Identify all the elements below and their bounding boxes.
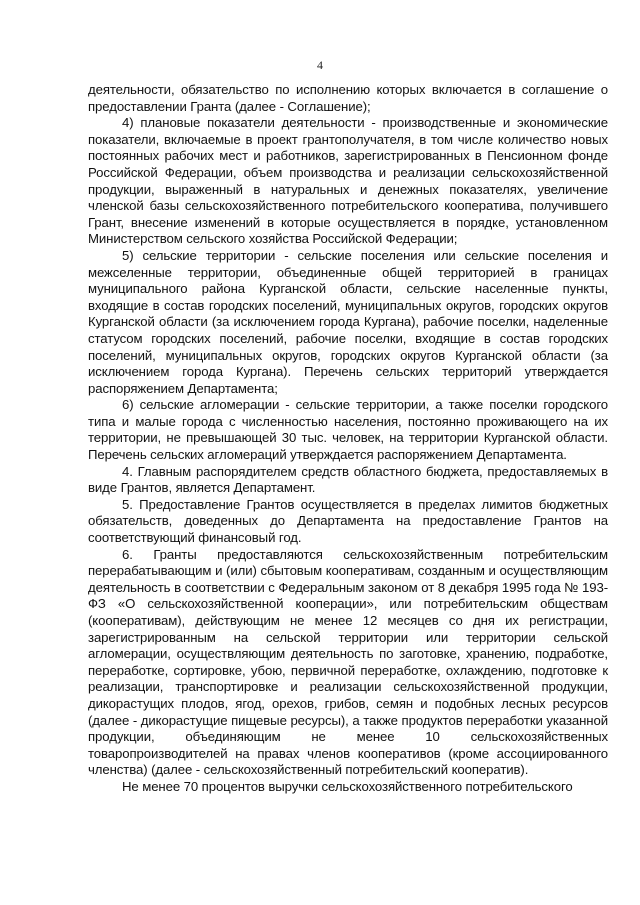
paragraph-continuation: деятельности, обязательство по исполнению которых включается в соглашение о предоставлении Гранта (далее - Соглашение); (88, 82, 608, 114)
paragraph-clause-6: 6. Гранты предоставляются сельскохозяйственным потребительским перерабатывающим и (или) сбытовым кооперативам, созданным и осуществляющим деятельность в соответствии с Федеральным законом от 8 декабря 1995 года № 193-ФЗ «О сельскохозяйственной кооперации», или потребительским обществам (кооперативам), действующим не менее 12 месяцев со дня их регистрации, зарегистрированным на сельской территории или территории сельской агломерации, осуществляющим деятельность по заготовке, хранению, подработке, переработке, сортировке, убою, первичной переработке, охлаждению, подготовке к реализации, транспортировке и реализации сельскохозяйственной продукции, дикорастущих плодов, ягод, орехов, грибов, семян и подобных лесных ресурсов (далее - дикорастущие пищевые ресурсы), а также продуктов переработки указанной продукции, объединяющим не менее 10 сельскохозяйственных товаропроизводителей на правах членов кооперативов (кроме ассоциированного членства) (далее - сельскохозяйственный потребительский кооператив). (88, 546, 608, 778)
paragraph-item-6: 6) сельские агломерации - сельские территории, а также поселки городского типа и малые города с численностью населения, постоянно проживающего на их территории, не превышающей 30 тыс. человек, на территории Курганской области. Перечень сельских агломераций утверждается распоряжением Департамента. (88, 397, 608, 463)
document-body (88, 82, 608, 796)
paragraph-clause-4: 4. Главным распорядителем средств областного бюджета, предоставляемых в виде Грантов, является Департамент. (88, 463, 608, 496)
paragraph-item-4: 4) плановые показатели деятельности - производственные и экономические показатели, включаемые в проект грантополучателя, в том числе количество новых постоянных рабочих мест и работников, зарегистрированных в Пенсионном фонде Российской Федерации, объем производства и реализации сельскохозяйственной продукции, выраженный в натуральных и денежных показателях, увеличение членской базы сельскохозяйственного потребительского кооператива, получившего Грант, внесение изменений в которые осуществляется в порядке, установленном Министерством сельского хозяйства Российской Федерации; (88, 115, 608, 247)
paragraph-clause-5: 5. Предоставление Грантов осуществляется в пределах лимитов бюджетных обязательств, доведенных до Департамента на предоставление Грантов на соответствующий финансовый год. (88, 496, 608, 546)
page-number: 4 (317, 58, 323, 72)
paragraph-item-5: 5) сельские территории - сельские поселения или сельские поселения и межселенные территории, объединенные общей территорией в границах муниципального района Курганской области, сельские населенные пункты, входящие в состав городских поселений, муниципальных округов, городских округов Курганской области (за исключением города Кургана), рабочие поселки, наделенные статусом городских поселений, рабочие поселки, входящие в состав городских поселений, муниципальных округов, городских округов Курганской области (за исключением города Кургана). Перечень сельских территорий утверждается распоряжением Департамента; (88, 247, 608, 396)
paragraph-last-line: Не менее 70 процентов выручки сельскохозяйственного потребительского (122, 778, 573, 794)
